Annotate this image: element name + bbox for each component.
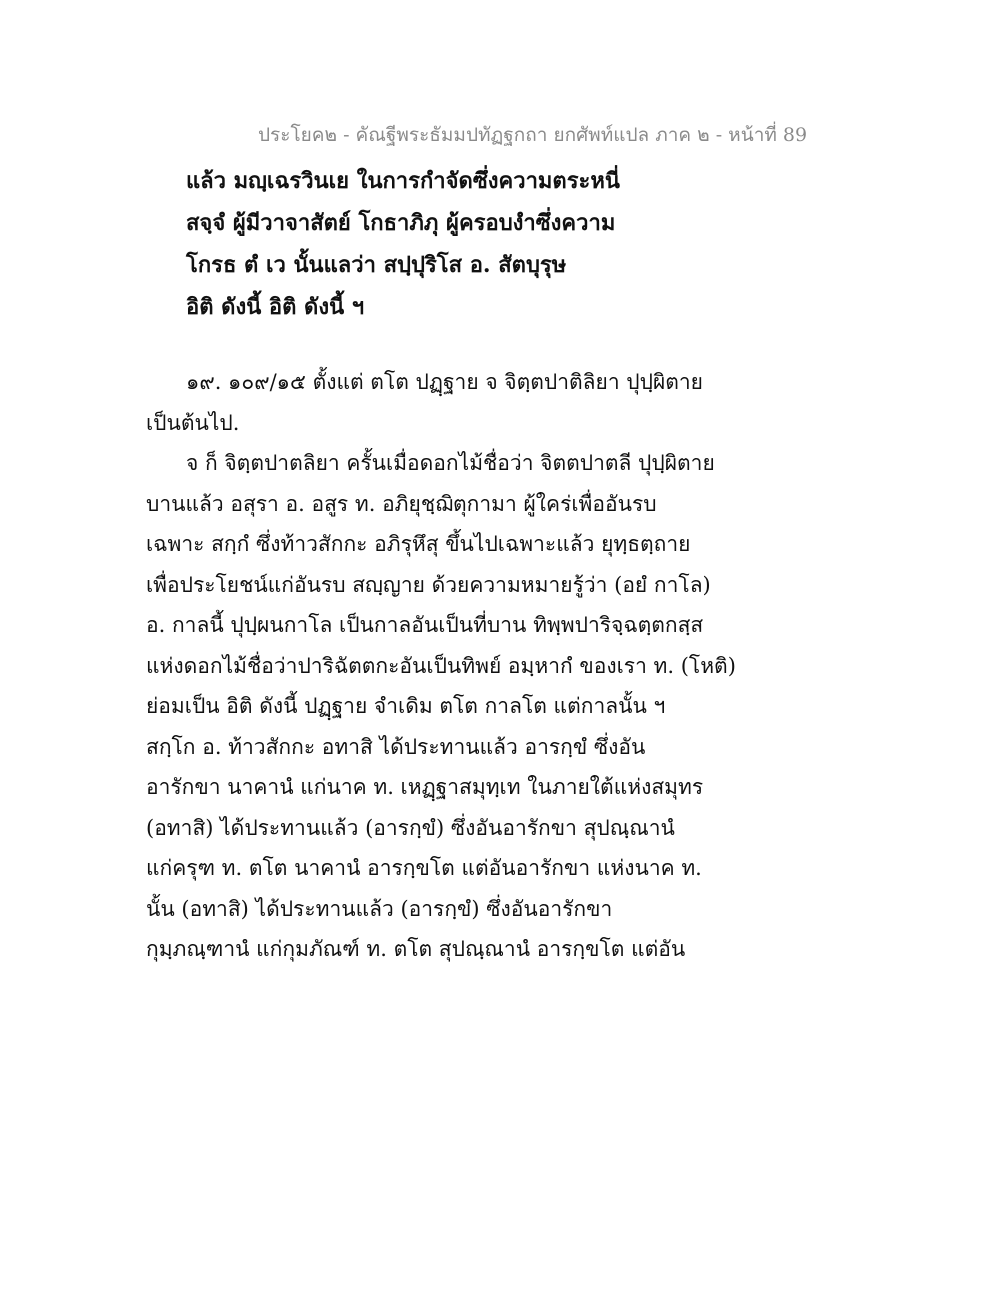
- body-line-2: เป็นต้นไป.: [146, 410, 240, 435]
- bold-verse-block: [186, 160, 746, 328]
- body-line-5: เฉพาะ สกฺกํ ซึ่งท้าวสักกะ อภิรุหึสุ ขึ้นไปเฉพาะแล้ว ยุทฺธตฺถาย: [146, 532, 691, 556]
- bold-line-3: โกรธ ตํ เว นั้นแลว่า สปฺปุริโส อ. สัตบุรุษ: [186, 252, 567, 278]
- page-header: ประโยค๒ - คัณฐีพระธัมมปทัฏฐกถา ยกศัพท์แปล ภาค ๒ - หน้าที่ 89: [258, 124, 808, 146]
- bold-line-1: แล้ว มญฺเฉรวินเย ในการกำจัดซึ่งความตระหนี่: [186, 168, 620, 194]
- section-heading-line: ๑๙. ๑๐๙/๑๕ ตั้งแต่ ตโต ปฏฺฐาย จ จิตฺตปาติลิยา ปุปฺผิตาย: [186, 370, 703, 394]
- body-line-11: อารักขา นาคานํ แก่นาค ท. เหฏฺฐาสมุทฺเท ในภายใต้แห่งสมุทร: [146, 775, 704, 799]
- bold-line-4: อิติ ดังนี้ อิติ ดังนี้ ฯ: [186, 294, 365, 320]
- body-line-7: อ. กาลนี้ ปุปฺผนกาโล เป็นกาลอันเป็นที่บาน ทิพฺพปาริจฺฉตฺตกสฺส: [146, 613, 704, 637]
- paragraph-start-line: จ ก็ จิตฺตปาตลิยา ครั้นเมื่อดอกไม้ชื่อว่า จิตตปาตลี ปุปฺผิตาย: [186, 451, 715, 475]
- body-line-13: แก่ครุฑ ท. ตโต นาคานํ อารกฺขโต แต่อันอารักขา แห่งนาค ท.: [146, 856, 702, 880]
- bold-line-2: สจฺจํ ผู้มีวาจาสัตย์ โกธาภิภุ ผู้ครอบงำซึ่งความ: [186, 210, 616, 236]
- body-line-15: กุมฺภณฺฑานํ แก่กุมภัณฑ์ ท. ตโต สุปณฺณานํ อารกฺขโต แต่อัน: [146, 937, 686, 961]
- body-line-6: เพื่อประโยชน์แก่อันรบ สญฺญาย ด้วยความหมายรู้ว่า (อยํ กาโล): [146, 572, 711, 597]
- body-line-12: (อทาสิ) ได้ประทานแล้ว (อารกฺขํ) ซึ่งอันอารักขา สุปณฺณานํ: [146, 815, 675, 840]
- body-line-8: แห่งดอกไม้ชื่อว่าปาริฉัตตกะอันเป็นทิพย์ อมฺหากํ ของเรา ท. (โหติ): [146, 653, 736, 678]
- body-line-4: บานแล้ว อสุรา อ. อสูร ท. อภิยุชฺฌิตุกามา ผู้ใคร่เพื่ออันรบ: [146, 491, 657, 516]
- body-line-14: นั้น (อทาสิ) ได้ประทานแล้ว (อารกฺขํ) ซึ่งอันอารักขา: [146, 896, 613, 921]
- body-line-10: สกฺโก อ. ท้าวสักกะ อทาสิ ได้ประทานแล้ว อารกฺขํ ซึ่งอัน: [146, 734, 646, 759]
- body-line-9: ย่อมเป็น อิติ ดังนี้ ปฏฺฐาย จำเดิม ตโต กาลโต แต่กาลนั้น ฯ: [146, 694, 666, 718]
- body-text-block: [146, 362, 736, 970]
